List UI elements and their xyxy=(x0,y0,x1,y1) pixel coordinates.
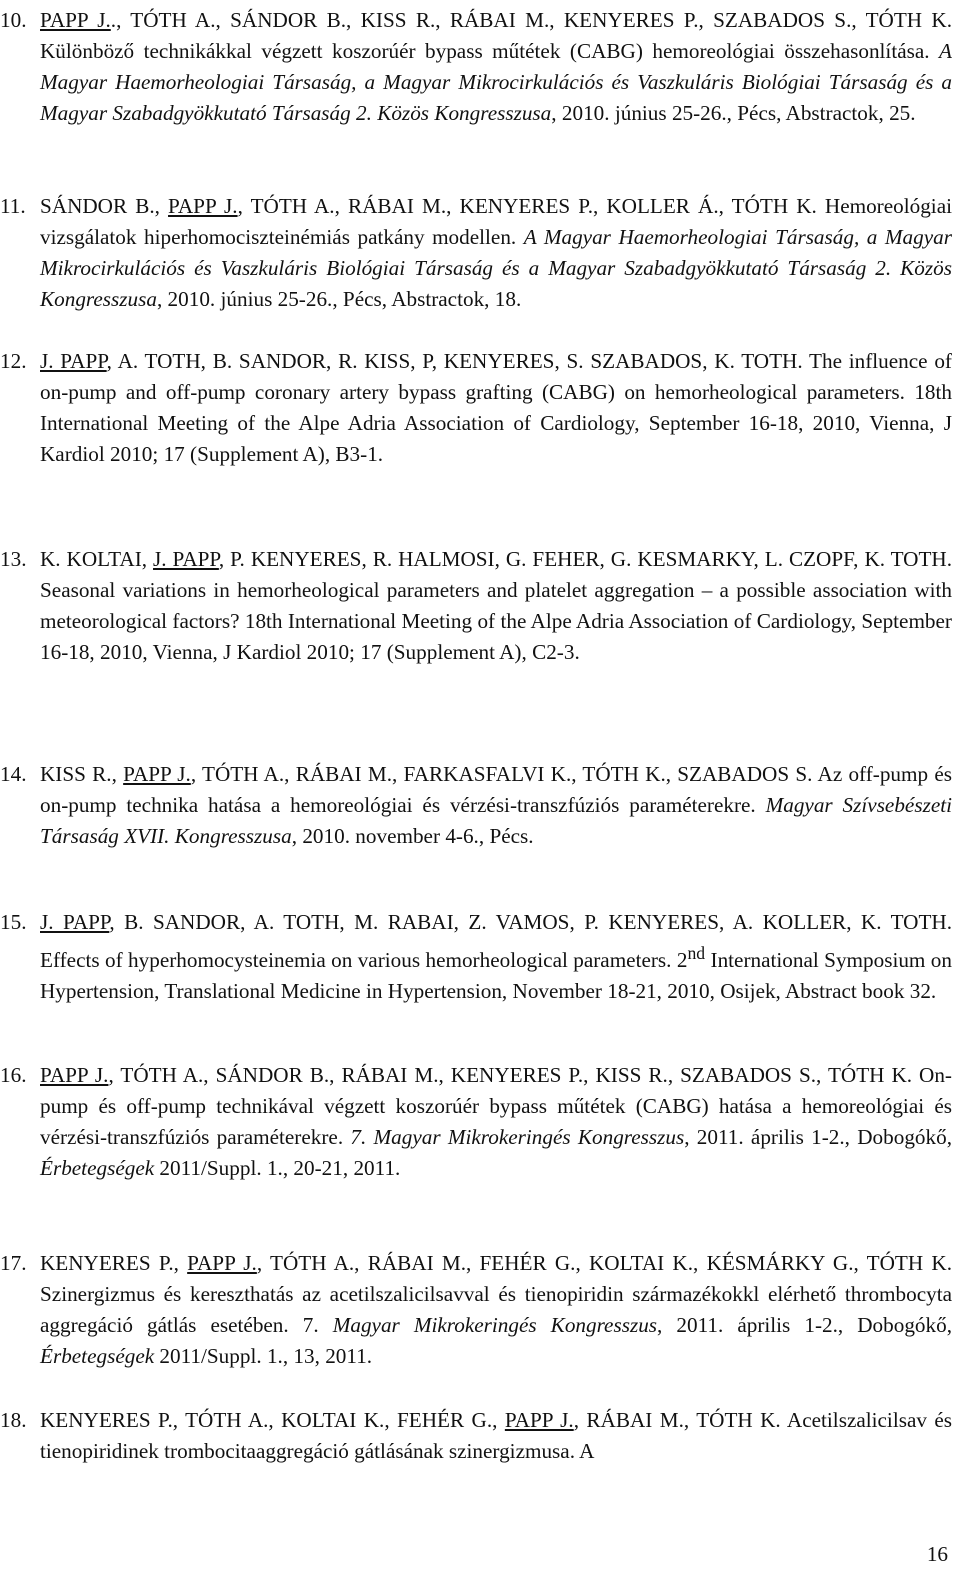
author-highlight: PAPP J. xyxy=(187,1251,257,1275)
reference-segment: , 2010. június 25-26., Pécs, Abstractok, 25. xyxy=(551,101,916,125)
author-highlight: J. PAPP xyxy=(40,910,110,934)
reference-segment: , 2011. április 1-2., Dobogókő, xyxy=(657,1313,953,1337)
venue-text: A Magyar Haemorheologiai Társaság, a Magyar Mikrocirkulációs és Vaszkuláris Biológiai Társaság és a Magyar Szabadgyökkutató Társaság 2. Közös Kongresszusa xyxy=(40,225,952,311)
reference-number: 12. xyxy=(0,349,27,373)
reference-entry-17 xyxy=(0,1248,952,1372)
reference-segment: International Symposium on Hypertension, Translational Medicine in Hypertension, November 18-21, 2010, Osijek, Abstract book 32. xyxy=(40,948,952,1004)
reference-text xyxy=(40,5,952,129)
reference-segment: KENYERES P., TÓTH A., KOLTAI K., FEHÉR G., xyxy=(40,1408,505,1432)
reference-segment: 2011/Suppl. 1., 20-21, 2011. xyxy=(154,1156,401,1180)
page-number: 16 xyxy=(926,1542,948,1566)
reference-segment: , B. SANDOR, A. TOTH, M. RABAI, Z. VAMOS, P. KENYERES, A. KOLLER, K. TOTH. Effects of hyperhomocysteinemia on various hemorheological parameters. 2 xyxy=(40,910,952,973)
reference-number: 11. xyxy=(0,194,26,218)
reference-number: 15. xyxy=(0,910,27,934)
reference-entry-10 xyxy=(0,5,952,129)
reference-segment: ., TÓTH A., SÁNDOR B., KISS R., RÁBAI M., KENYERES P., SZABADOS S., TÓTH K. Különböző technikákkal végzett koszorúér bypass műtétek (CABG) hemoreológiai összehasonlítása. xyxy=(40,8,952,63)
reference-segment: KENYERES P., xyxy=(40,1251,188,1275)
reference-number: 18. xyxy=(0,1408,27,1432)
reference-segment: , TÓTH A., RÁBAI M., FARKASFALVI K., TÓTH K., SZABADOS S. Az off-pump és on-pump technika hatása a hemoreológiai és vérzési-transzfúziós paraméterekre. xyxy=(40,762,952,817)
author-highlight: PAPP J. xyxy=(123,762,191,786)
reference-entry-12 xyxy=(0,346,952,470)
reference-text xyxy=(40,544,952,668)
venue-text: Magyar Mikrokeringés Kongresszus xyxy=(332,1313,658,1337)
reference-text xyxy=(40,191,952,315)
venue-text: 7. Magyar Mikrokeringés Kongresszus xyxy=(350,1125,685,1149)
reference-text xyxy=(40,1405,952,1467)
author-highlight: PAPP J. xyxy=(40,8,111,32)
reference-text xyxy=(40,1248,952,1372)
reference-text xyxy=(40,1060,952,1184)
author-highlight: PAPP J. xyxy=(504,1408,574,1432)
reference-text xyxy=(40,759,952,852)
reference-text xyxy=(40,907,952,1007)
reference-segment: , 2010. június 25-26., Pécs, Abstractok, 18. xyxy=(156,287,522,311)
reference-segment: 2011/Suppl. 1., 13, 2011. xyxy=(154,1344,373,1368)
author-highlight: J. PAPP xyxy=(40,349,107,373)
reference-segment: SÁNDOR B., xyxy=(40,194,169,218)
reference-entry-14 xyxy=(0,759,952,852)
reference-segment: , 2011. április 1-2., Dobogókő, xyxy=(684,1125,952,1149)
venue-text: Magyar Szívsebészeti Társaság XVII. Kongresszusa xyxy=(40,793,953,848)
reference-segment: , 2010. november 4-6., Pécs. xyxy=(291,824,534,848)
reference-segment: K. KOLTAI, xyxy=(40,547,154,571)
reference-segment: nd xyxy=(687,943,706,963)
reference-segment: , TÓTH A., RÁBAI M., FEHÉR G., KOLTAI K., KÉSMÁRKY G., TÓTH K. Szinergizmus és kereszthatás az acetilszalicilsavval és tienopiridin származékokkl elérhető thrombocyta aggregáció gátlás esetében. 7. xyxy=(40,1251,952,1337)
reference-entry-16 xyxy=(0,1060,952,1184)
venue-text: Érbetegségek xyxy=(40,1156,155,1180)
author-highlight: PAPP J. xyxy=(168,194,238,218)
reference-entry-13 xyxy=(0,544,952,668)
reference-segment: , A. TOTH, B. SANDOR, R. KISS, P, KENYERES, S. SZABADOS, K. TOTH. The influence of on-pump and off-pump coronary artery bypass grafting (CABG) on hemorheological parameters. 18th International Meeting of the Alpe Adria Association of Cardiology, September 16-18, 2010, Vienna, J Kardiol 2010; 17 (Supplement A), B3-1. xyxy=(40,349,952,466)
reference-number: 14. xyxy=(0,762,27,786)
reference-entry-15 xyxy=(0,907,952,1007)
reference-segment: , TÓTH A., SÁNDOR B., RÁBAI M., KENYERES P., KISS R., SZABADOS S., TÓTH K. On-pump és off-pump technikával végzett koszorúér bypass műtétek (CABG) hatása a hemoreológiai és vérzési-transzfúziós paraméterekre. xyxy=(40,1063,952,1149)
reference-segment: , TÓTH A., RÁBAI M., KENYERES P., KOLLER Á., TÓTH K. Hemoreológiai vizsgálatok hiperhomociszteinémiás patkány modellen. xyxy=(40,194,952,249)
reference-number: 13. xyxy=(0,547,27,571)
reference-segment: , P. KENYERES, R. HALMOSI, G. FEHER, G. KESMARKY, L. CZOPF, K. TOTH. Seasonal variations in hemorheological parameters and platelet aggregation – a possible association with meteorological factors? 18th International Meeting of the Alpe Adria Association of Cardiology, September 16-18, 2010, Vienna, J Kardiol 2010; 17 (Supplement A), C2-3. xyxy=(40,547,953,664)
reference-entry-18 xyxy=(0,1405,952,1467)
reference-number: 16. xyxy=(0,1063,27,1087)
reference-text xyxy=(40,346,952,470)
reference-number: 17. xyxy=(0,1251,27,1275)
author-highlight: PAPP J. xyxy=(40,1063,109,1087)
venue-text: A Magyar Haemorheologiai Társaság, a Magyar Mikrocirkulációs és Vaszkuláris Biológiai Társaság és a Magyar Szabadgyökkutató Társaság 2. Közös Kongresszusa xyxy=(40,39,952,125)
reference-number: 10. xyxy=(0,8,27,32)
reference-segment: KISS R., xyxy=(40,762,124,786)
reference-entry-11 xyxy=(0,191,952,315)
reference-segment: , RÁBAI M., TÓTH K. Acetilszalicilsav és tienopiridinek trombocitaaggregáció gátlásának szinergizmusa. A xyxy=(40,1408,952,1463)
author-highlight: J. PAPP xyxy=(153,547,219,571)
venue-text: Érbetegségek xyxy=(40,1344,155,1368)
